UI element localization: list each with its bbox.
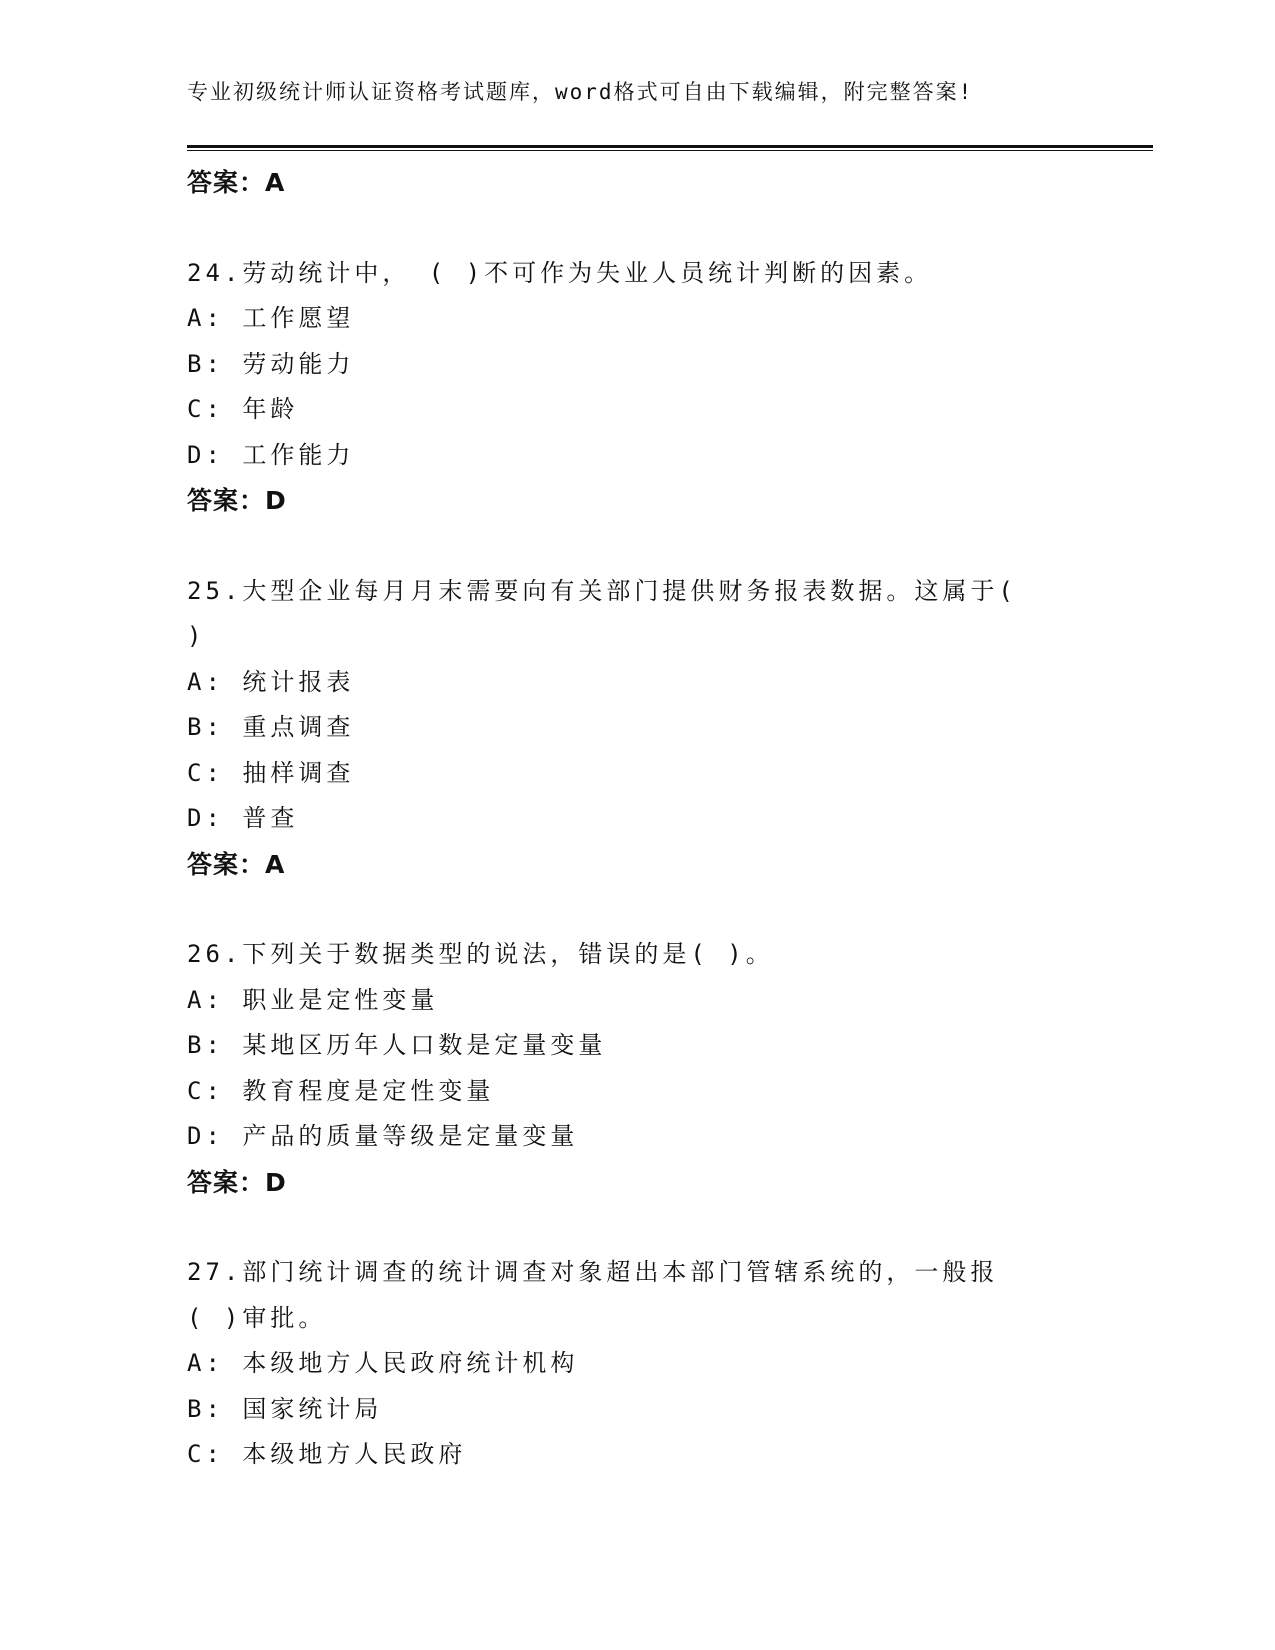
answer: 答案：A xyxy=(187,849,286,879)
option-b: B: 某地区历年人口数是定量变量 xyxy=(187,1031,607,1059)
question-stem-continued: ) xyxy=(187,622,206,650)
question-stem: 24.劳动统计中， ( )不可作为失业人员统计判断的因素。 xyxy=(187,258,933,287)
answer: 答案：D xyxy=(187,1167,287,1197)
option-d: D: 工作能力 xyxy=(187,440,355,469)
question-26 xyxy=(187,932,1117,1205)
option-c: C: 教育程度是定性变量 xyxy=(187,1076,495,1105)
option-b: B: 劳动能力 xyxy=(187,349,355,378)
spacer xyxy=(187,524,1117,569)
question-24 xyxy=(187,251,1117,524)
spacer xyxy=(187,206,1117,251)
option-c: C: 抽样调查 xyxy=(187,758,355,787)
question-stem: 26.下列关于数据类型的说法，错误的是( )。 xyxy=(187,940,774,968)
question-stem: 27.部门统计调查的统计调查对象超出本部门管辖系统的，一般报 xyxy=(187,1258,999,1286)
spacer xyxy=(187,887,1117,932)
question-27 xyxy=(187,1250,1117,1478)
option-a: A: 本级地方人民政府统计机构 xyxy=(187,1349,579,1377)
question-stem-continued: ( )审批。 xyxy=(187,1303,327,1332)
option-b: B: 国家统计局 xyxy=(187,1394,383,1423)
page-header: 专业初级统计师认证资格考试题库，word格式可自由下载编辑，附完整答案! xyxy=(187,80,974,104)
question-25 xyxy=(187,569,1117,888)
option-c: C: 本级地方人民政府 xyxy=(187,1440,467,1468)
header-rule xyxy=(187,145,1153,151)
spacer xyxy=(187,1205,1117,1250)
option-a: A: 工作愿望 xyxy=(187,304,355,332)
option-d: D: 普查 xyxy=(187,804,299,832)
previous-answer: 答案：A xyxy=(187,168,286,197)
option-b: B: 重点调查 xyxy=(187,713,355,741)
option-c: C: 年龄 xyxy=(187,395,299,423)
question-stem: 25.大型企业每月月末需要向有关部门提供财务报表数据。这属于( xyxy=(187,576,1017,605)
question-list xyxy=(187,160,1117,1478)
option-d: D: 产品的质量等级是定量变量 xyxy=(187,1122,579,1150)
option-a: A: 统计报表 xyxy=(187,667,355,696)
answer: 答案：D xyxy=(187,486,287,515)
option-a: A: 职业是定性变量 xyxy=(187,985,439,1014)
